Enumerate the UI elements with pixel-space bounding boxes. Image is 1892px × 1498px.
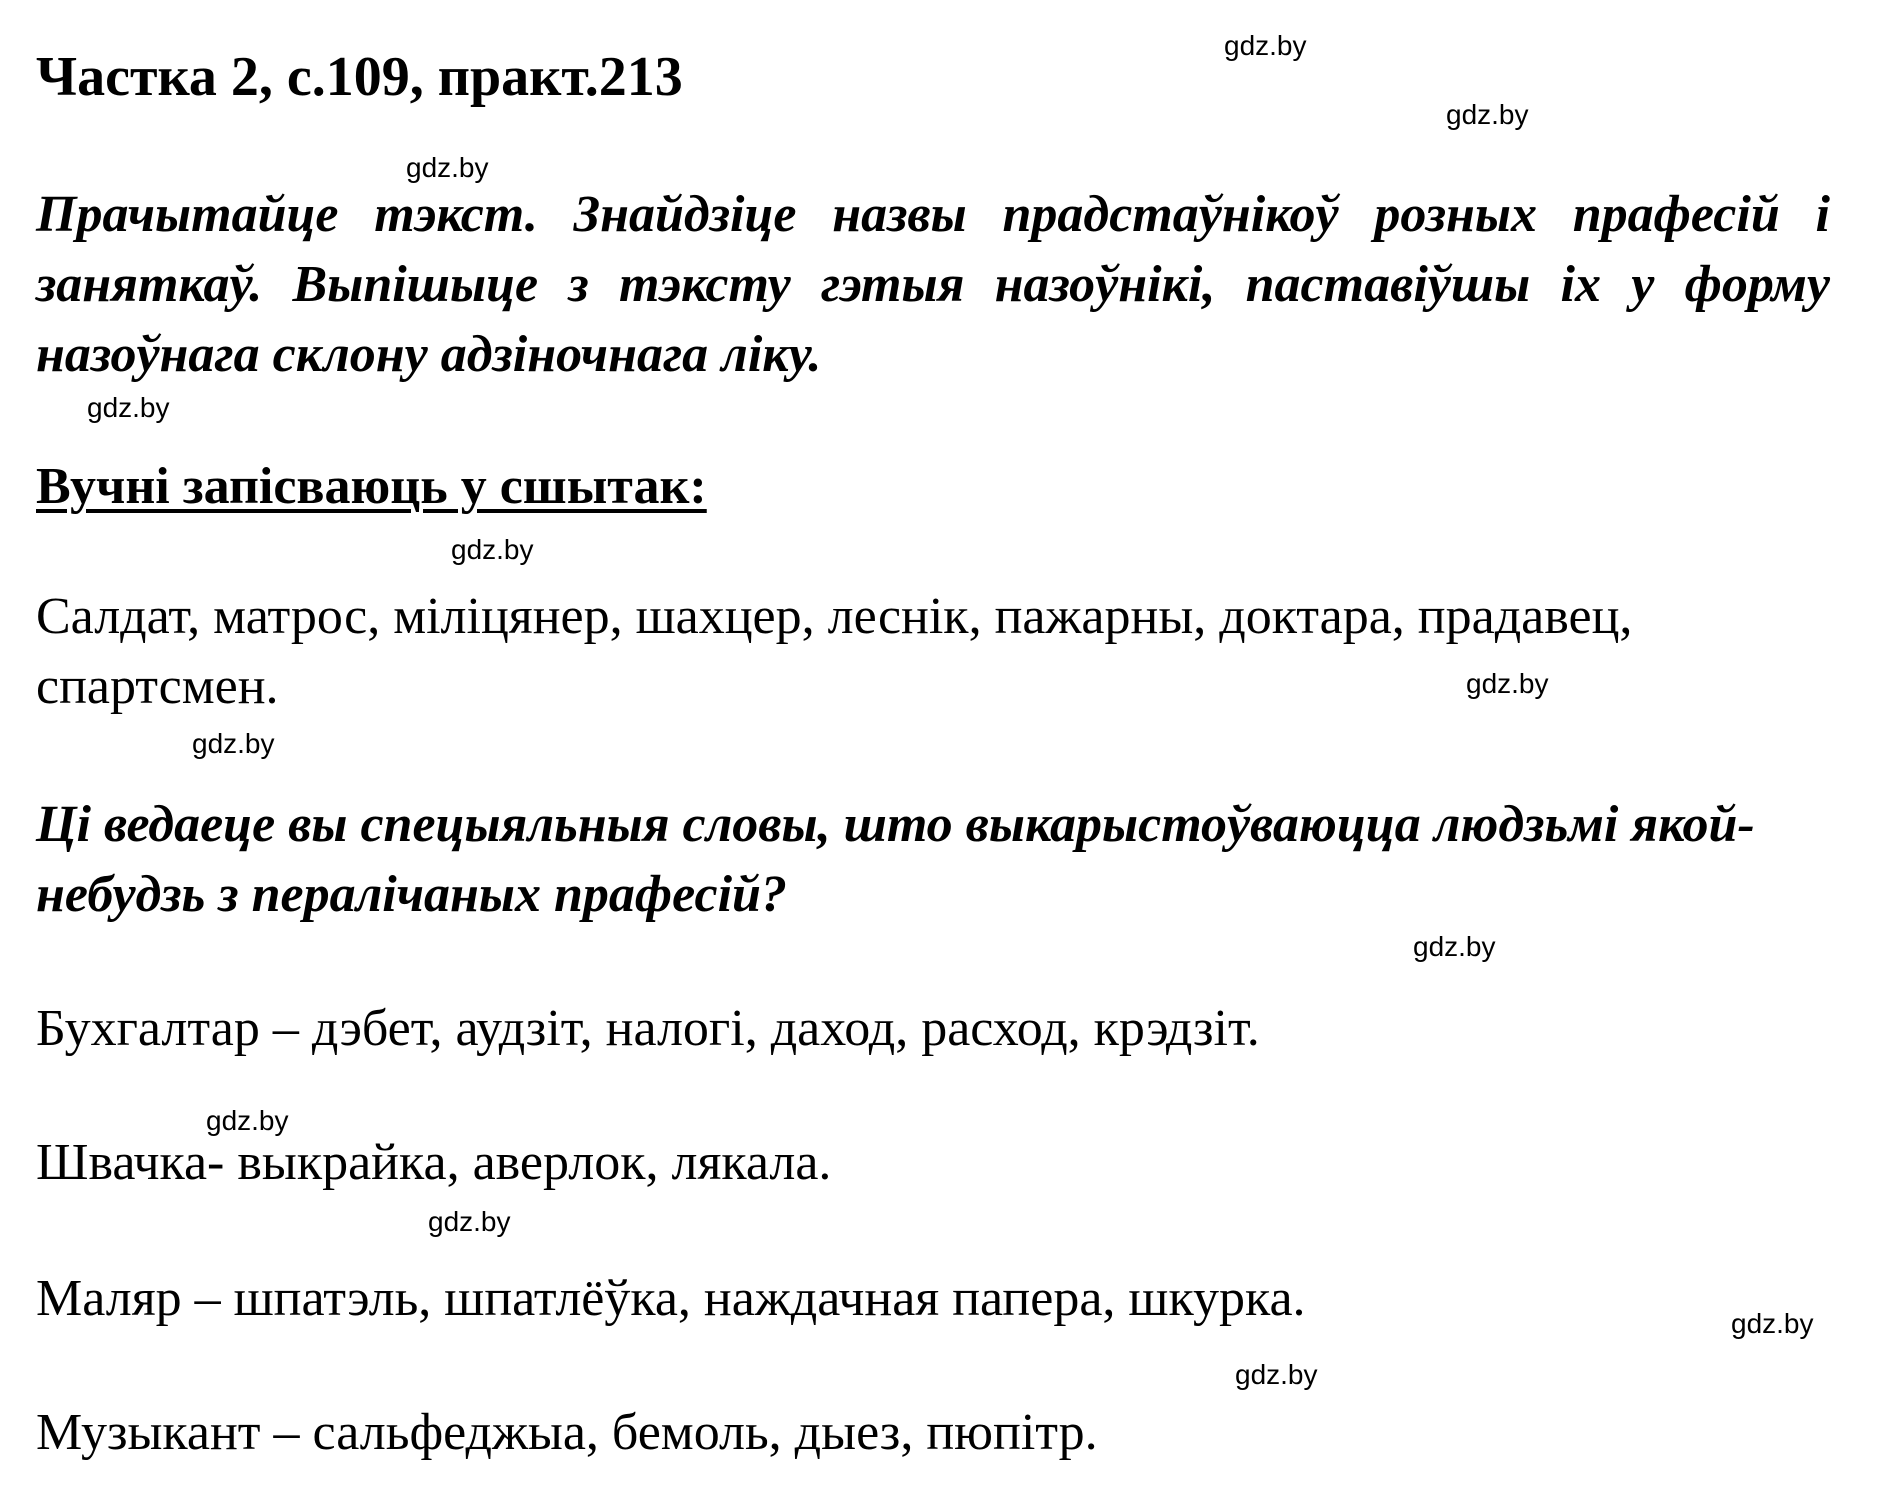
answer-word-list: Салдат, матрос, міліцянер, шахцер, леснік, пажарны, доктара, прадавец, спартсмен. bbox=[36, 588, 1633, 715]
watermark: gdz.by bbox=[428, 1206, 511, 1237]
watermark: gdz.by bbox=[87, 392, 170, 423]
watermark: gdz.by bbox=[1466, 668, 1549, 699]
task-instructions: Прачытайце тэкст. Знайдзіце назвы прадстаўнікоў розных прафесій і заняткаў. Выпішыце з тэксту гэтыя назоўнікі, паставіўшы іх у форму назоўнага склону адзіночнага ліку. bbox=[36, 186, 1830, 383]
watermark: gdz.by bbox=[192, 728, 275, 759]
watermark: gdz.by bbox=[1224, 30, 1307, 61]
watermark: gdz.by bbox=[406, 152, 489, 183]
question-text: Ці ведаеце вы спецыяльныя словы, што выкарыстоўваюцца людзьмі якой-небудзь з пералічаных прафесій? bbox=[36, 796, 1755, 923]
profession-line-musician: Музыкант – сальфеджыа, бемоль, дыез, пюпітр. bbox=[36, 1404, 1098, 1461]
profession-line-accountant: Бухгалтар – дэбет, аудзіт, налогі, даход, расход, крэдзіт. bbox=[36, 1000, 1260, 1057]
profession-line-painter: Маляр – шпатэль, шпатлёўка, наждачная папера, шкурка. bbox=[36, 1270, 1306, 1327]
answer-subheading: Вучні запісваюць у сшытак: bbox=[36, 458, 707, 515]
watermark: gdz.by bbox=[1446, 99, 1529, 130]
watermark: gdz.by bbox=[1731, 1308, 1814, 1339]
page-title: Частка 2, с.109, практ.213 bbox=[36, 46, 683, 108]
watermark: gdz.by bbox=[1235, 1359, 1318, 1390]
watermark: gdz.by bbox=[451, 534, 534, 565]
profession-line-seamstress: Швачка- выкрайка, аверлок, лякала. bbox=[36, 1134, 832, 1191]
watermark: gdz.by bbox=[206, 1105, 289, 1136]
watermark: gdz.by bbox=[1413, 931, 1496, 962]
